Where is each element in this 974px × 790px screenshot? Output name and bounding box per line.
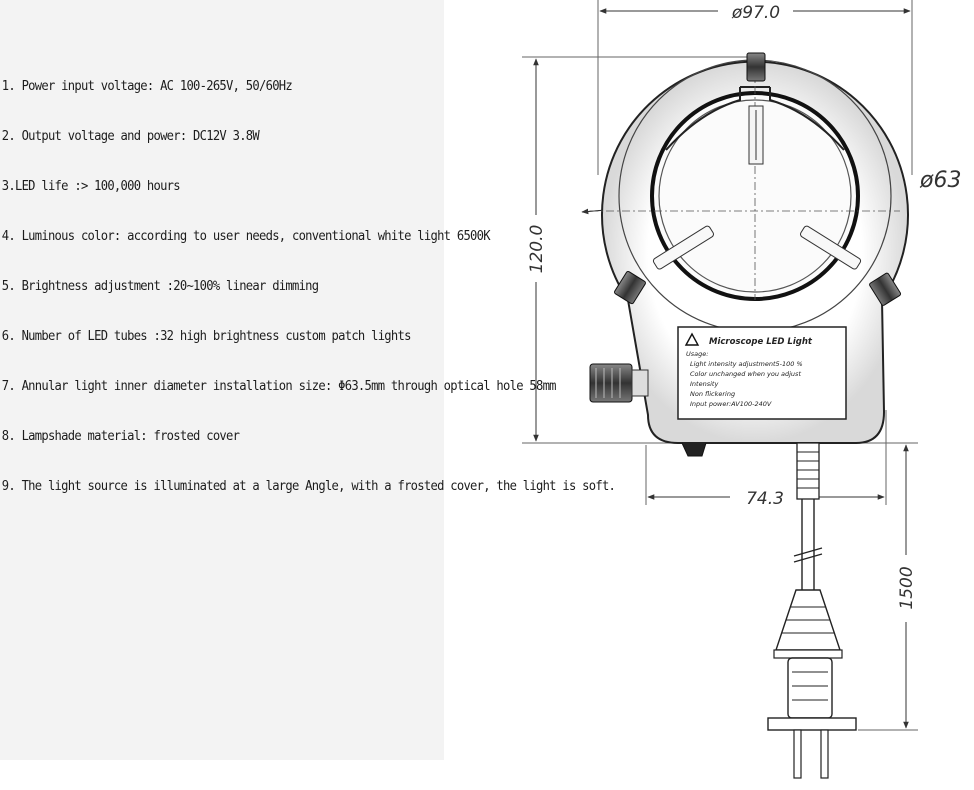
spec-item: 7. Annular light inner diameter installation size: Φ63.5mm through optical hole 58mm	[1, 378, 556, 394]
device-label-line: Light intensity adjustment5-100 %	[690, 360, 803, 368]
width-label: ø97.0	[731, 3, 781, 23]
spec-item: 3.LED life :> 100,000 hours	[1, 178, 180, 194]
device-label-line: Color unchanged when you adjust	[690, 370, 801, 378]
spec-item: 4. Luminous color: according to user needs, conventional white light 6500K	[1, 228, 490, 244]
cable-length-label: 1500	[897, 566, 917, 610]
power-plug	[768, 590, 856, 778]
spec-item: 9. The light source is illuminated at a large Angle, with a frosted cover, the light is soft.	[1, 478, 616, 494]
spec-item: 5. Brightness adjustment :20~100% linear dimming	[1, 278, 319, 294]
spec-item: 8. Lampshade material: frosted cover	[1, 428, 240, 444]
height-label: 120.0	[527, 224, 547, 274]
device-label-title: Microscope LED Light	[709, 337, 812, 347]
device-label	[678, 327, 846, 419]
device-label-line: Intensity	[690, 380, 719, 388]
body-width-label: 74.3	[746, 489, 784, 509]
device-label-line: Input power:AV100-240V	[690, 400, 772, 408]
power-cable	[794, 443, 822, 590]
dimmer-knob	[590, 364, 648, 402]
top-thumb-screw	[747, 53, 765, 164]
inner-diameter-label: ø63	[920, 168, 962, 193]
spec-item: 1. Power input voltage: AC 100-265V, 50/60Hz	[1, 78, 292, 94]
device-label-line: Non flickering	[690, 390, 736, 398]
power-switch	[682, 443, 706, 456]
cable-length-dimension	[840, 443, 918, 730]
spec-item: 6. Number of LED tubes :32 high brightness custom patch lights	[1, 328, 411, 344]
spec-item: 2. Output voltage and power: DC12V 3.8W	[1, 128, 260, 144]
device-label-usage: Usage:	[686, 350, 709, 358]
